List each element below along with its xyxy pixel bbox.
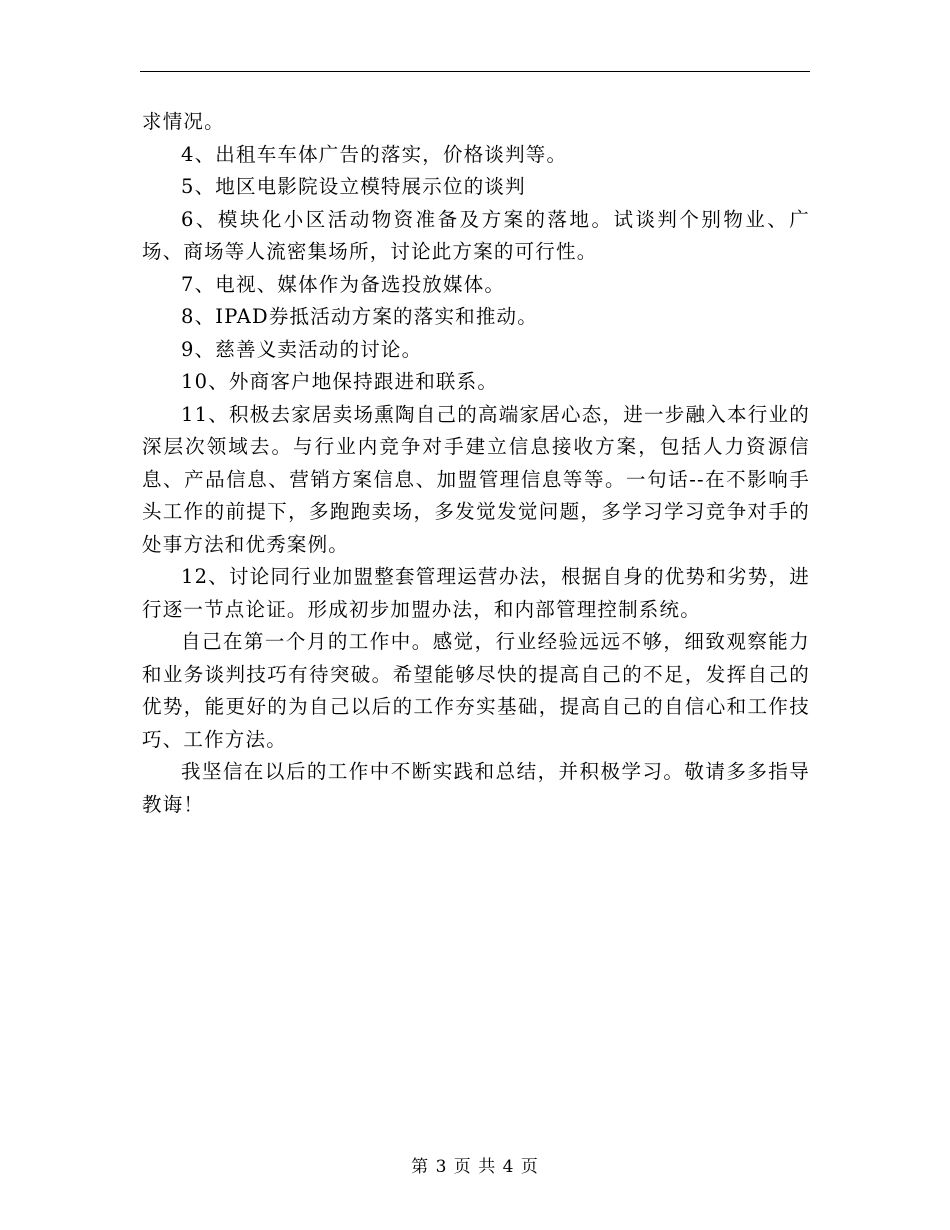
paragraph-1: 4、出租车车体广告的落实，价格谈判等。: [181, 142, 568, 166]
paragraph-7: 10、外商客户地保持跟进和联系。: [181, 370, 499, 393]
paragraph-4: 7、电视、媒体作为备选投放媒体。: [181, 272, 506, 296]
page-footer: [0, 1152, 950, 1177]
paragraph-3: 6、模块化小区活动物资准备及方案的落地。试谈判个别物业、广场、商场等人流密集场所，讨论此方案的可行性。: [142, 207, 810, 263]
document-body: [142, 106, 810, 821]
paragraph-6: 9、慈善义卖活动的讨论。: [181, 337, 423, 361]
paragraph-5: 8、IPAD券抵活动方案的落实和推动。: [181, 305, 538, 328]
paragraph-8: 11、积极去家居卖场熏陶自己的高端家居心态，进一步融入本行业的深层次领域去。与行业内竞争对手建立信息接收方案，包括人力资源信息、产品信息、营销方案信息、加盟管理信息等等。一句话--在不影响手头工作的前提下，多跑跑卖场，多发觉发觉问题，多学习学习竞争对手的处事方法和优秀案例。: [142, 402, 810, 556]
paragraph-11: 我坚信在以后的工作中不断实践和总结，并积极学习。敬请多多指导教诲！: [142, 760, 810, 816]
paragraph-0: 求情况。: [142, 110, 225, 133]
paragraph-9: 12、讨论同行业加盟整套管理运营办法，根据自身的优势和劣势，进行逐一节点论证。形成初步加盟办法，和内部管理控制系统。: [142, 565, 810, 621]
page-number: 第 3 页 共 4 页: [411, 1157, 539, 1177]
paragraph-2: 5、地区电影院设立模特展示位的谈判: [181, 175, 526, 198]
header-rule: [140, 71, 810, 72]
paragraph-10: 自己在第一个月的工作中。感觉，行业经验远远不够，细致观察能力和业务谈判技巧有待突破。希望能够尽快的提高自己的不足，发挥自己的优势，能更好的为自己以后的工作夯实基础，提高自己的自信心和工作技巧、工作方法。: [142, 630, 810, 751]
